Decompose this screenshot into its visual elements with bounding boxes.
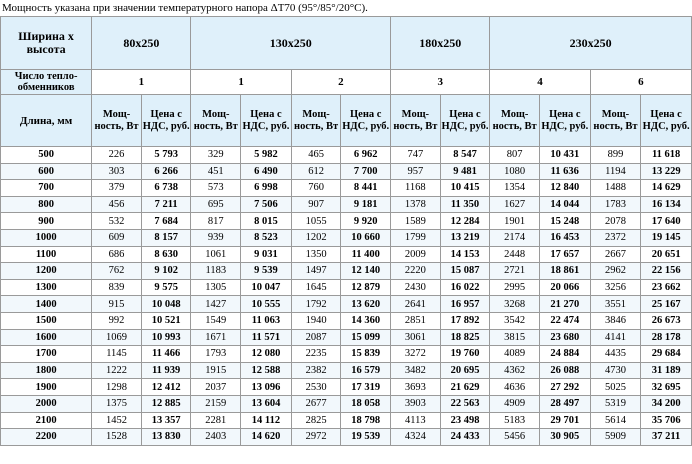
table-body — [1, 147, 692, 446]
power-cell: 3272 — [391, 346, 441, 363]
price-cell: 9 481 — [440, 163, 490, 180]
price-cell: 23 680 — [539, 329, 590, 346]
price-cell: 11 939 — [141, 362, 191, 379]
power-cell: 2962 — [590, 263, 641, 280]
price-cell: 17 319 — [341, 379, 391, 396]
length-cell: 1800 — [1, 362, 92, 379]
header-row-exchangers — [1, 70, 692, 95]
price-cell: 32 695 — [641, 379, 692, 396]
power-cell: 1354 — [490, 180, 540, 197]
power-cell: 4324 — [391, 429, 441, 446]
power-cell: 1145 — [92, 346, 142, 363]
power-cell: 532 — [92, 213, 142, 230]
price-cell: 13 096 — [241, 379, 292, 396]
power-cell: 1298 — [92, 379, 142, 396]
price-cell: 10 521 — [141, 312, 191, 329]
power-cell: 2530 — [291, 379, 341, 396]
price-cell: 15 087 — [440, 263, 490, 280]
exchangers-80-1: 1 — [92, 70, 191, 95]
length-cell: 700 — [1, 180, 92, 197]
price-cell: 11 466 — [141, 346, 191, 363]
price-cell: 29 701 — [539, 412, 590, 429]
power-cell: 1080 — [490, 163, 540, 180]
price-cell: 31 189 — [641, 362, 692, 379]
price-cell: 9 181 — [341, 196, 391, 213]
price-cell: 16 957 — [440, 296, 490, 313]
exchangers-130-1: 1 — [191, 70, 291, 95]
header-row-columns — [1, 95, 692, 147]
price-cell: 14 360 — [341, 312, 391, 329]
power-cell: 1069 — [92, 329, 142, 346]
table-row — [1, 163, 692, 180]
power-cell: 2721 — [490, 263, 540, 280]
power-cell: 2235 — [291, 346, 341, 363]
price-cell: 9 539 — [241, 263, 292, 280]
power-header: Мощ-ность, Вт — [92, 95, 142, 147]
price-cell: 8 157 — [141, 229, 191, 246]
price-cell: 15 099 — [341, 329, 391, 346]
header-row-sizes — [1, 17, 692, 70]
price-cell: 10 431 — [539, 147, 590, 164]
power-cell: 915 — [92, 296, 142, 313]
table-row — [1, 180, 692, 197]
price-cell: 8 630 — [141, 246, 191, 263]
price-cell: 10 993 — [141, 329, 191, 346]
power-cell: 2995 — [490, 279, 540, 296]
power-cell: 379 — [92, 180, 142, 197]
price-cell: 10 660 — [341, 229, 391, 246]
price-cell: 24 433 — [440, 429, 490, 446]
price-cell: 12 885 — [141, 395, 191, 412]
price-cell: 11 571 — [241, 329, 292, 346]
price-cell: 13 830 — [141, 429, 191, 446]
price-cell: 15 248 — [539, 213, 590, 230]
power-cell: 762 — [92, 263, 142, 280]
power-cell: 329 — [191, 147, 241, 164]
power-cell: 1488 — [590, 180, 641, 197]
price-cell: 19 760 — [440, 346, 490, 363]
power-cell: 2972 — [291, 429, 341, 446]
price-cell: 11 063 — [241, 312, 292, 329]
power-cell: 695 — [191, 196, 241, 213]
price-cell: 13 604 — [241, 395, 292, 412]
power-cell: 4435 — [590, 346, 641, 363]
size-header-180x250: 180x250 — [391, 17, 490, 70]
table-row — [1, 279, 692, 296]
length-cell: 1700 — [1, 346, 92, 363]
power-cell: 747 — [391, 147, 441, 164]
power-cell: 3482 — [391, 362, 441, 379]
price-cell: 6 998 — [241, 180, 292, 197]
power-cell: 2382 — [291, 362, 341, 379]
price-cell: 15 839 — [341, 346, 391, 363]
price-cell: 9 031 — [241, 246, 292, 263]
price-cell: 14 153 — [440, 246, 490, 263]
power-cell: 456 — [92, 196, 142, 213]
price-cell: 9 575 — [141, 279, 191, 296]
table-row — [1, 213, 692, 230]
power-cell: 686 — [92, 246, 142, 263]
price-header: Цена с НДС, руб. — [539, 95, 590, 147]
power-cell: 3268 — [490, 296, 540, 313]
length-header: Длина, мм — [1, 95, 92, 147]
power-cell: 1915 — [191, 362, 241, 379]
price-cell: 14 112 — [241, 412, 292, 429]
power-cell: 1222 — [92, 362, 142, 379]
price-cell: 12 412 — [141, 379, 191, 396]
power-cell: 807 — [490, 147, 540, 164]
table-row — [1, 362, 692, 379]
price-cell: 22 474 — [539, 312, 590, 329]
price-cell: 19 145 — [641, 229, 692, 246]
price-table-wrapper — [0, 16, 690, 446]
price-cell: 20 066 — [539, 279, 590, 296]
table-row — [1, 429, 692, 446]
power-cell: 3693 — [391, 379, 441, 396]
power-cell: 4909 — [490, 395, 540, 412]
table-row — [1, 379, 692, 396]
exchangers-130-2: 2 — [291, 70, 390, 95]
power-cell: 3061 — [391, 329, 441, 346]
power-cell: 1375 — [92, 395, 142, 412]
price-cell: 30 905 — [539, 429, 590, 446]
length-cell: 1000 — [1, 229, 92, 246]
price-cell: 24 884 — [539, 346, 590, 363]
power-cell: 609 — [92, 229, 142, 246]
table-row — [1, 263, 692, 280]
power-cell: 939 — [191, 229, 241, 246]
power-cell: 2281 — [191, 412, 241, 429]
price-cell: 18 798 — [341, 412, 391, 429]
length-cell: 1300 — [1, 279, 92, 296]
price-cell: 35 706 — [641, 412, 692, 429]
price-cell: 18 861 — [539, 263, 590, 280]
price-cell: 21 629 — [440, 379, 490, 396]
length-cell: 1600 — [1, 329, 92, 346]
price-cell: 13 357 — [141, 412, 191, 429]
price-cell: 12 840 — [539, 180, 590, 197]
power-header: Мощ-ность, Вт — [490, 95, 540, 147]
power-cell: 573 — [191, 180, 241, 197]
power-cell: 1427 — [191, 296, 241, 313]
power-cell: 2448 — [490, 246, 540, 263]
price-cell: 11 350 — [440, 196, 490, 213]
price-cell: 16 134 — [641, 196, 692, 213]
price-cell: 17 892 — [440, 312, 490, 329]
power-cell: 1627 — [490, 196, 540, 213]
price-cell: 26 088 — [539, 362, 590, 379]
price-cell: 12 879 — [341, 279, 391, 296]
price-table — [0, 16, 692, 446]
price-cell: 10 415 — [440, 180, 490, 197]
exchangers-230-6: 6 — [590, 70, 691, 95]
power-cell: 2220 — [391, 263, 441, 280]
power-cell: 3846 — [590, 312, 641, 329]
table-row — [1, 395, 692, 412]
table-row — [1, 147, 692, 164]
length-cell: 1200 — [1, 263, 92, 280]
price-cell: 10 047 — [241, 279, 292, 296]
power-cell: 1497 — [291, 263, 341, 280]
price-cell: 7 211 — [141, 196, 191, 213]
price-header: Цена с НДС, руб. — [241, 95, 292, 147]
price-cell: 20 651 — [641, 246, 692, 263]
power-cell: 1194 — [590, 163, 641, 180]
length-cell: 1400 — [1, 296, 92, 313]
price-cell: 6 738 — [141, 180, 191, 197]
price-cell: 34 200 — [641, 395, 692, 412]
price-cell: 6 490 — [241, 163, 292, 180]
table-caption: Мощность указана при значении температурного напора ΔT70 (95°/85°/20°С). — [2, 2, 368, 14]
price-cell: 11 636 — [539, 163, 590, 180]
price-header: Цена с НДС, руб. — [641, 95, 692, 147]
power-cell: 1061 — [191, 246, 241, 263]
price-cell: 7 684 — [141, 213, 191, 230]
price-cell: 14 629 — [641, 180, 692, 197]
price-cell: 17 640 — [641, 213, 692, 230]
power-cell: 957 — [391, 163, 441, 180]
power-cell: 2372 — [590, 229, 641, 246]
power-cell: 5614 — [590, 412, 641, 429]
power-cell: 907 — [291, 196, 341, 213]
price-cell: 12 140 — [341, 263, 391, 280]
power-cell: 1305 — [191, 279, 241, 296]
power-cell: 1452 — [92, 412, 142, 429]
price-cell: 19 539 — [341, 429, 391, 446]
table-row — [1, 346, 692, 363]
power-cell: 2825 — [291, 412, 341, 429]
price-cell: 8 523 — [241, 229, 292, 246]
price-header: Цена с НДС, руб. — [141, 95, 191, 147]
table-row — [1, 196, 692, 213]
power-cell: 3551 — [590, 296, 641, 313]
price-cell: 6 962 — [341, 147, 391, 164]
power-cell: 465 — [291, 147, 341, 164]
price-cell: 17 657 — [539, 246, 590, 263]
power-cell: 226 — [92, 147, 142, 164]
power-cell: 2159 — [191, 395, 241, 412]
power-header: Мощ-ность, Вт — [391, 95, 441, 147]
price-cell: 11 618 — [641, 147, 692, 164]
power-cell: 4141 — [590, 329, 641, 346]
power-cell: 4113 — [391, 412, 441, 429]
power-cell: 817 — [191, 213, 241, 230]
power-header: Мощ-ность, Вт — [191, 95, 241, 147]
price-cell: 13 620 — [341, 296, 391, 313]
length-cell: 900 — [1, 213, 92, 230]
power-cell: 1055 — [291, 213, 341, 230]
price-cell: 22 156 — [641, 263, 692, 280]
power-cell: 3256 — [590, 279, 641, 296]
power-cell: 5025 — [590, 379, 641, 396]
power-cell: 4362 — [490, 362, 540, 379]
price-cell: 8 547 — [440, 147, 490, 164]
power-cell: 5319 — [590, 395, 641, 412]
price-cell: 37 211 — [641, 429, 692, 446]
power-cell: 451 — [191, 163, 241, 180]
power-cell: 303 — [92, 163, 142, 180]
size-header-130x250: 130x250 — [191, 17, 391, 70]
power-cell: 5456 — [490, 429, 540, 446]
power-cell: 4730 — [590, 362, 641, 379]
price-cell: 10 555 — [241, 296, 292, 313]
price-cell: 11 400 — [341, 246, 391, 263]
power-cell: 1940 — [291, 312, 341, 329]
power-cell: 1671 — [191, 329, 241, 346]
power-cell: 1783 — [590, 196, 641, 213]
table-row — [1, 246, 692, 263]
price-cell: 5 982 — [241, 147, 292, 164]
length-cell: 2100 — [1, 412, 92, 429]
size-header: Ширина х высота — [1, 17, 92, 70]
price-cell: 18 825 — [440, 329, 490, 346]
power-cell: 2430 — [391, 279, 441, 296]
power-header: Мощ-ность, Вт — [291, 95, 341, 147]
price-cell: 26 673 — [641, 312, 692, 329]
power-cell: 1793 — [191, 346, 241, 363]
price-cell: 13 219 — [440, 229, 490, 246]
power-cell: 3815 — [490, 329, 540, 346]
price-cell: 14 044 — [539, 196, 590, 213]
power-cell: 2851 — [391, 312, 441, 329]
power-cell: 1350 — [291, 246, 341, 263]
price-cell: 9 920 — [341, 213, 391, 230]
price-cell: 22 563 — [440, 395, 490, 412]
power-cell: 992 — [92, 312, 142, 329]
price-cell: 29 684 — [641, 346, 692, 363]
price-cell: 12 588 — [241, 362, 292, 379]
length-cell: 600 — [1, 163, 92, 180]
power-cell: 1528 — [92, 429, 142, 446]
table-row — [1, 229, 692, 246]
price-cell: 16 022 — [440, 279, 490, 296]
power-cell: 5183 — [490, 412, 540, 429]
power-cell: 2078 — [590, 213, 641, 230]
price-cell: 5 793 — [141, 147, 191, 164]
power-cell: 2667 — [590, 246, 641, 263]
table-row — [1, 296, 692, 313]
power-header: Мощ-ность, Вт — [590, 95, 641, 147]
price-cell: 23 498 — [440, 412, 490, 429]
size-header-80x250: 80x250 — [92, 17, 191, 70]
length-cell: 1100 — [1, 246, 92, 263]
power-cell: 3903 — [391, 395, 441, 412]
power-cell: 2641 — [391, 296, 441, 313]
price-cell: 8 015 — [241, 213, 292, 230]
power-cell: 1792 — [291, 296, 341, 313]
power-cell: 5909 — [590, 429, 641, 446]
price-cell: 14 620 — [241, 429, 292, 446]
power-cell: 4636 — [490, 379, 540, 396]
power-cell: 1645 — [291, 279, 341, 296]
power-cell: 1378 — [391, 196, 441, 213]
power-cell: 2037 — [191, 379, 241, 396]
length-cell: 2200 — [1, 429, 92, 446]
exchangers-180-3: 3 — [391, 70, 490, 95]
power-cell: 3542 — [490, 312, 540, 329]
price-cell: 8 441 — [341, 180, 391, 197]
price-cell: 9 102 — [141, 263, 191, 280]
price-cell: 12 284 — [440, 213, 490, 230]
price-cell: 27 292 — [539, 379, 590, 396]
price-cell: 25 167 — [641, 296, 692, 313]
power-cell: 1901 — [490, 213, 540, 230]
power-cell: 1589 — [391, 213, 441, 230]
price-cell: 16 453 — [539, 229, 590, 246]
exchangers-header: Число тепло-обменников — [1, 70, 92, 95]
price-cell: 6 266 — [141, 163, 191, 180]
length-cell: 500 — [1, 147, 92, 164]
price-cell: 28 178 — [641, 329, 692, 346]
price-cell: 28 497 — [539, 395, 590, 412]
length-cell: 1900 — [1, 379, 92, 396]
price-cell: 10 048 — [141, 296, 191, 313]
table-row — [1, 329, 692, 346]
power-cell: 2174 — [490, 229, 540, 246]
exchangers-230-4: 4 — [490, 70, 590, 95]
power-cell: 1183 — [191, 263, 241, 280]
price-header: Цена с НДС, руб. — [341, 95, 391, 147]
power-cell: 839 — [92, 279, 142, 296]
power-cell: 2403 — [191, 429, 241, 446]
length-cell: 800 — [1, 196, 92, 213]
power-cell: 1202 — [291, 229, 341, 246]
size-header-230x250: 230x250 — [490, 17, 692, 70]
price-cell: 12 080 — [241, 346, 292, 363]
power-cell: 1549 — [191, 312, 241, 329]
length-cell: 2000 — [1, 395, 92, 412]
length-cell: 1500 — [1, 312, 92, 329]
power-cell: 4089 — [490, 346, 540, 363]
price-cell: 21 270 — [539, 296, 590, 313]
power-cell: 1799 — [391, 229, 441, 246]
price-cell: 7 700 — [341, 163, 391, 180]
power-cell: 2087 — [291, 329, 341, 346]
price-cell: 7 506 — [241, 196, 292, 213]
price-cell: 23 662 — [641, 279, 692, 296]
power-cell: 760 — [291, 180, 341, 197]
price-cell: 18 058 — [341, 395, 391, 412]
power-cell: 2677 — [291, 395, 341, 412]
price-cell: 20 695 — [440, 362, 490, 379]
power-cell: 1168 — [391, 180, 441, 197]
price-header: Цена с НДС, руб. — [440, 95, 490, 147]
table-row — [1, 412, 692, 429]
power-cell: 612 — [291, 163, 341, 180]
power-cell: 899 — [590, 147, 641, 164]
price-cell: 13 229 — [641, 163, 692, 180]
power-cell: 2009 — [391, 246, 441, 263]
table-row — [1, 312, 692, 329]
price-cell: 16 579 — [341, 362, 391, 379]
